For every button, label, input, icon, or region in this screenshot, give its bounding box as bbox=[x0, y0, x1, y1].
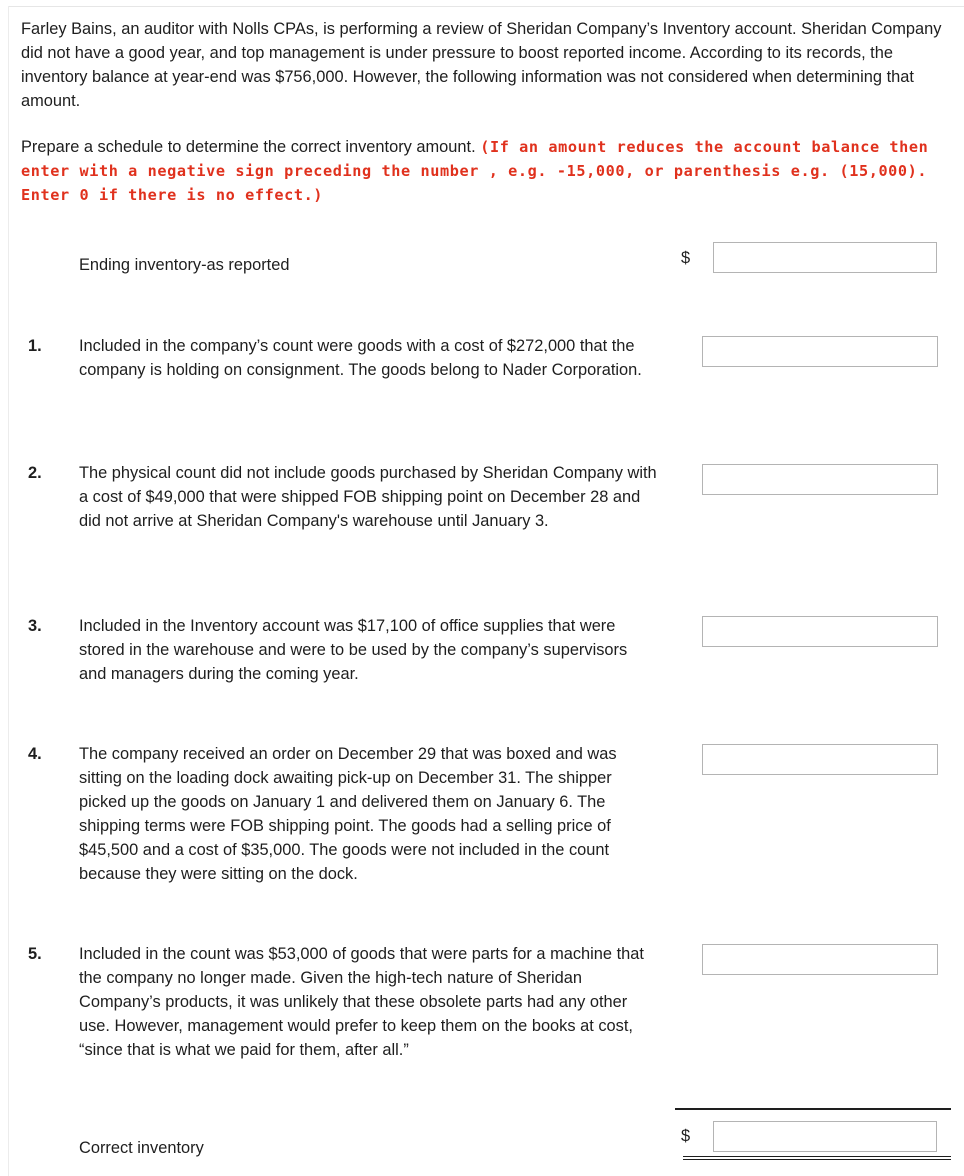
reported-inventory-input[interactable] bbox=[713, 242, 937, 273]
item-1-text: Included in the company’s count were goods with a cost of $272,000 that the company is holding on consignment. The goods belong to Nader Corporation. bbox=[79, 337, 642, 379]
item-1-input[interactable] bbox=[702, 336, 938, 367]
correct-inventory-label: Correct inventory bbox=[79, 1139, 204, 1157]
item-4-input[interactable] bbox=[702, 744, 938, 775]
item-5-text: Included in the count was $53,000 of goods that were parts for a machine that the company no longer made. Given the high-tech nature of Sheridan Company’s products, it was unlikely that these obsolete parts had any other use. However, management would prefer to keep them on the books at cost, “since that is what we paid for them, after all.” bbox=[79, 945, 644, 1059]
item-5-number: 5. bbox=[28, 945, 42, 963]
instructions bbox=[21, 135, 946, 207]
correct-inventory-input[interactable] bbox=[713, 1121, 937, 1152]
instruction-text: Prepare a schedule to determine the correct inventory amount. bbox=[21, 138, 476, 156]
problem-intro: Farley Bains, an auditor with Nolls CPAs, is performing a review of Sheridan Company’s Inventory account. Sheridan Company did not have a good year, and top management is under pressure to boost reported income. According to its records, the inventory balance at year-end was $756,000. However, the following information was not considered when determining that amount. bbox=[21, 20, 942, 110]
total-double-underline-bottom bbox=[683, 1159, 951, 1160]
total-underline bbox=[675, 1108, 951, 1110]
item-1-number: 1. bbox=[28, 337, 42, 355]
reported-inventory-label: Ending inventory-as reported bbox=[79, 256, 290, 274]
total-double-underline-top bbox=[683, 1156, 951, 1157]
item-3-input[interactable] bbox=[702, 616, 938, 647]
instruction-note: (If an amount reduces the account balance then enter with a negative sign preceding the number , e.g. -15,000, or parenthesis e.g. (15,000). Enter 0 if there is no effect.) bbox=[21, 138, 929, 204]
top-divider bbox=[8, 6, 964, 7]
item-4-number: 4. bbox=[28, 745, 42, 763]
item-5-input[interactable] bbox=[702, 944, 938, 975]
item-4-text: The company received an order on December 29 that was boxed and was sitting on the loading dock awaiting pick-up on December 31. The shipper picked up the goods on January 1 and delivered them on January 6. The shipping terms were FOB shipping point. The goods had a selling price of $45,500 and a cost of $35,000. The goods were not included in the count because they were sitting on the dock. bbox=[79, 745, 617, 883]
reported-dollar-sign: $ bbox=[681, 249, 691, 267]
item-3-number: 3. bbox=[28, 617, 42, 635]
total-dollar-sign: $ bbox=[681, 1127, 691, 1145]
item-3-text: Included in the Inventory account was $17,100 of office supplies that were stored in the warehouse and were to be used by the company’s supervisors and managers during the coming year. bbox=[79, 617, 628, 683]
item-2-text: The physical count did not include goods purchased by Sheridan Company with a cost of $49,000 that were shipped FOB shipping point on December 28 and did not arrive at Sheridan Company's warehouse until January 3. bbox=[79, 464, 657, 530]
item-2-number: 2. bbox=[28, 464, 42, 482]
left-divider bbox=[8, 6, 9, 1176]
item-2-input[interactable] bbox=[702, 464, 938, 495]
